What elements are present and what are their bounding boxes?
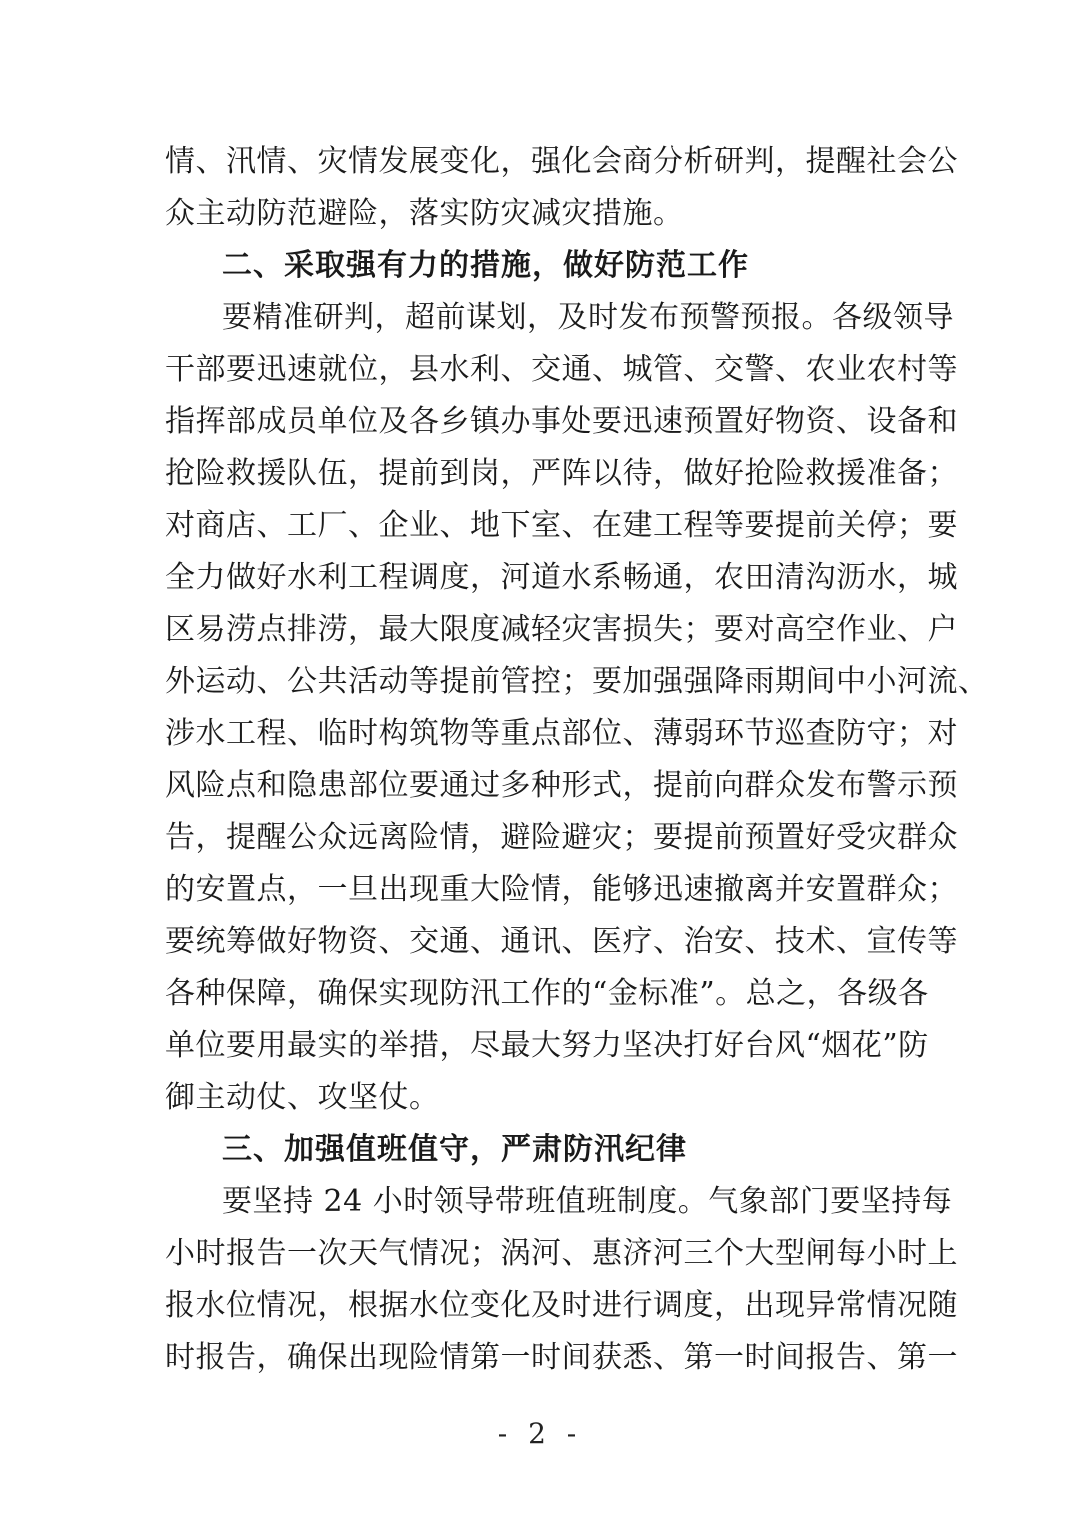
section-heading-3: 三、加强值班值守，严肃防汛纪律 bbox=[222, 1132, 687, 1167]
paragraph-line: 众主动防范避险，落实防灾减灾措施。 bbox=[165, 196, 684, 231]
paragraph-line: 单位要用最实的举措，尽最大努力坚决打好台风“烟花”防 bbox=[165, 1028, 929, 1063]
section-heading-2: 二、采取强有力的措施，做好防范工作 bbox=[222, 248, 749, 283]
paragraph-line: 御主动仗、攻坚仗。 bbox=[165, 1080, 440, 1115]
paragraph-line: 情、汛情、灾情发展变化，强化会商分析研判，提醒社会公 bbox=[165, 144, 958, 179]
paragraph-line: 小时报告一次天气情况；涡河、惠济河三个大型闸每小时上 bbox=[165, 1236, 958, 1271]
paragraph-line: 的安置点，一旦出现重大险情，能够迅速撤离并安置群众； bbox=[165, 872, 958, 907]
paragraph-line: 干部要迅速就位，县水利、交通、城管、交警、农业农村等 bbox=[165, 352, 958, 387]
page-number: - 2 - bbox=[497, 1417, 583, 1450]
paragraph-line: 要统筹做好物资、交通、通讯、医疗、治安、技术、宣传等 bbox=[165, 924, 958, 959]
paragraph-line: 要坚持 24 小时领导带班值班制度。气象部门要坚持每 bbox=[222, 1184, 953, 1219]
paragraph-line: 时报告，确保出现险情第一时间获悉、第一时间报告、第一 bbox=[165, 1340, 958, 1375]
paragraph-line: 抢险救援队伍，提前到岗，严阵以待，做好抢险救援准备； bbox=[165, 456, 958, 491]
paragraph-line: 风险点和隐患部位要通过多种形式，提前向群众发布警示预 bbox=[165, 768, 958, 803]
paragraph-line: 各种保障，确保实现防汛工作的“金标准”。总之，各级各 bbox=[165, 976, 929, 1011]
paragraph-line: 要精准研判，超前谋划，及时发布预警预报。各级领导 bbox=[222, 300, 954, 335]
paragraph-line: 对商店、工厂、企业、地下室、在建工程等要提前关停；要 bbox=[165, 508, 958, 543]
paragraph-line: 指挥部成员单位及各乡镇办事处要迅速预置好物资、设备和 bbox=[165, 404, 958, 439]
paragraph-line: 外运动、公共活动等提前管控；要加强强降雨期间中小河流、 bbox=[165, 664, 989, 699]
paragraph-line: 区易涝点排涝，最大限度减轻灾害损失；要对高空作业、户 bbox=[165, 612, 958, 647]
paragraph-line: 全力做好水利工程调度，河道水系畅通，农田清沟沥水，城 bbox=[165, 560, 958, 595]
paragraph-line: 告，提醒公众远离险情，避险避灾；要提前预置好受灾群众 bbox=[165, 820, 958, 855]
paragraph-line: 报水位情况，根据水位变化及时进行调度，出现异常情况随 bbox=[165, 1288, 958, 1323]
paragraph-line: 涉水工程、临时构筑物等重点部位、薄弱环节巡查防守；对 bbox=[165, 716, 958, 751]
